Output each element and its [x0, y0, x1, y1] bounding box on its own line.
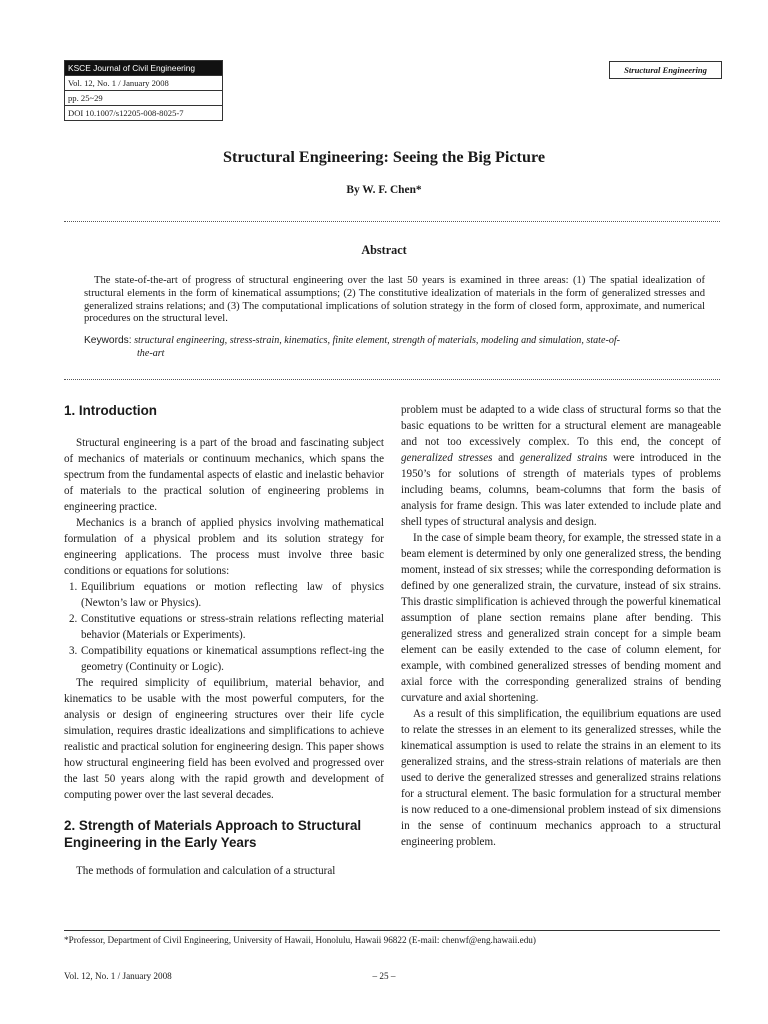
- paragraph: Structural engineering is a part of the broad and fascinating subject of mechanics of materials or continuum mechanics, which spans the spectrum from the fundamental aspects of elastic and inelastic behavior of materials to the practical solution of engineering problems in engineering practice.: [64, 437, 384, 513]
- conditions-list: [64, 579, 384, 675]
- list-number: 3.: [69, 645, 78, 657]
- abstract-text: The state-of-the-art of progress of structural engineering over the last 50 years is examined in three areas: (1) The spatial idealization of structural elements in the form of kinematical assumptions; (2) The constitutive idealization of materials in the form of generalized stresses and generalized strains relations; and (3) The computational implications of solution strategy in the form of closed form, approximate, and numerical procedures on the structural level.: [84, 275, 705, 325]
- author-footnote: *Professor, Department of Civil Engineering, University of Hawaii, Honolulu, Hawaii 96822 (E-mail: chenwf@eng.hawaii.edu): [64, 935, 536, 945]
- paragraph: [401, 402, 721, 530]
- paragraph: Mechanics is a branch of applied physics involving mathematical formulation of a physical problem and its solution strategy for engineering applications. The process must involve three basic conditions or equations for solutions:: [64, 517, 384, 577]
- list-text: Compatibility equations or kinematical assumptions reflect-ing the geometry (Continuity or Logic).: [81, 645, 384, 673]
- divider-bottom: [64, 379, 720, 380]
- list-item: [64, 579, 384, 611]
- paper-author: By W. F. Chen*: [346, 184, 422, 196]
- paragraph: As a result of this simplification, the equilibrium equations are used to relate the stresses in an element to its generalized stresses, while the kinematical assumption is used to relate the strains in an element to its generalized strains, and the stress-strain relations of materials are then used to derive the generalized stresses and generalized strains relations for a structural element. The basic formulation for a structural member is now reduced to a one-dimensional problem instead of six dimensions in the sense of continuum mechanics approach to a structural engineering problem.: [401, 708, 721, 848]
- journal-name: KSCE Journal of Civil Engineering: [65, 61, 222, 75]
- footnote-rule: [64, 930, 720, 931]
- list-text: Constitutive equations or stress-strain relations reflecting material behavior (Materials or Experiments).: [81, 613, 384, 641]
- section-label: Structural Engineering: [609, 61, 722, 79]
- journal-info-box: [64, 60, 223, 121]
- page-number: – 25 –: [372, 971, 396, 981]
- section-heading-strength-of-materials: 2. Strength of Materials Approach to Structural Engineering in the Early Years: [64, 818, 362, 850]
- keywords-line-2: the-art: [137, 348, 165, 360]
- list-text: Equilibrium equations or motion reflecting law of physics (Newton’s law or Physics).: [81, 581, 384, 609]
- text-run: and: [492, 452, 520, 464]
- section-heading-introduction: 1. Introduction: [64, 403, 157, 418]
- keywords-label: Keywords:: [84, 335, 132, 346]
- list-item: [64, 611, 384, 643]
- list-number: 2.: [69, 613, 78, 625]
- paragraph: The methods of formulation and calculation of a structural: [76, 865, 336, 877]
- keywords: [84, 334, 705, 360]
- journal-volume: Vol. 12, No. 1 / January 2008: [65, 75, 222, 90]
- text-run: problem must be adapted to a wide class of structural forms so that the basic equations to be written for a structural element are manageable and not too excessively complex. To this end, the concept of: [401, 404, 721, 448]
- left-column: [64, 402, 384, 879]
- paragraph: The required simplicity of equilibrium, material behavior, and kinematics to be usable with the most powerful computers, for the analysis or design of engineering structures over their life cycle simulation, requires drastic idealizations and simplifications to achieve realistic and practical solution for engineering design. This paper shows how structural engineering field has been evolved and progressed over the last 50 years along with the rapid growth and development of computing power over the last several decades.: [64, 677, 384, 801]
- divider-top: [64, 221, 720, 222]
- right-column: [401, 402, 721, 850]
- emphasis-generalized-strains: generalized strains: [519, 452, 608, 464]
- list-item: [64, 643, 384, 675]
- paper-title: Structural Engineering: Seeing the Big Picture: [222, 148, 546, 166]
- journal-pages: pp. 25~29: [65, 90, 222, 105]
- keywords-line-1: structural engineering, stress-strain, kinematics, finite element, strength of materials, modeling and simulation, state-of-: [134, 335, 621, 346]
- text-run: were introduced in the 1950’s for solutions of strength of materials types of problems including beams, columns, beam-columns that form the basis of analysis for frame design. This was later extended to include plate and shell types of structural analysis and design.: [401, 452, 721, 528]
- paragraph: In the case of simple beam theory, for example, the stressed state in a beam element is determined by only one generalized stress, the bending moment, instead of six stresses; while the corresponding deformation is defined by one generalized strain, the curvature, instead of six strains. This drastic simplification is achieved through the powerful kinematical assumption of plane section remains plane after bending. This generalized stress and generalized strain concept for a simple beam element can be easily extended to the case of column element, for example, with combined generalized stresses of bending moment and axial force with the corresponding generalized strains of bending curvature and axial shortening.: [401, 532, 721, 704]
- list-number: 1.: [69, 581, 78, 593]
- journal-doi: DOI 10.1007/s12205-008-8025-7: [65, 105, 222, 120]
- footer-volume: Vol. 12, No. 1 / January 2008: [64, 971, 172, 981]
- abstract-heading: Abstract: [361, 243, 407, 257]
- emphasis-generalized-stresses: generalized stresses: [401, 452, 493, 464]
